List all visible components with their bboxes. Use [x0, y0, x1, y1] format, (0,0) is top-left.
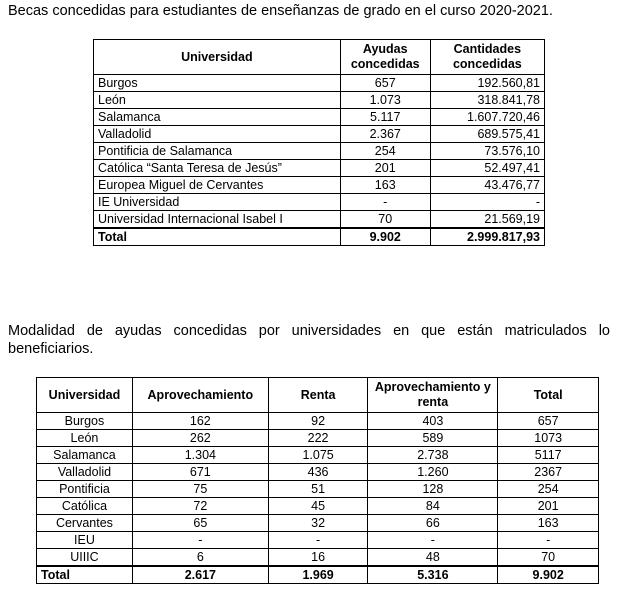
table-cell: 21.569,19	[430, 211, 544, 229]
caption-modalidad: Modalidad de ayudas concedidas por universidades en que están matriculados lo beneficiarios.	[8, 323, 610, 357]
table-cell: Pontificia	[37, 481, 133, 498]
total-cell: Total	[37, 566, 133, 584]
table-row	[37, 532, 599, 549]
table-cell: 5.117	[340, 109, 430, 126]
table-cell: 254	[340, 143, 430, 160]
total-cell: 9.902	[498, 566, 599, 584]
table-cell: 2.367	[340, 126, 430, 143]
table-cell: 162	[132, 413, 268, 430]
header-renta: Renta	[268, 378, 368, 413]
table-cell: 318.841,78	[430, 92, 544, 109]
table-row	[37, 413, 599, 430]
table-cell: 1.075	[268, 447, 368, 464]
table-row	[94, 109, 545, 126]
table-cell: 75	[132, 481, 268, 498]
table-cell: 2.738	[368, 447, 498, 464]
table-cell: -	[132, 532, 268, 549]
table-cell: UIIIC	[37, 549, 133, 567]
table-cell: 163	[498, 515, 599, 532]
table-cell: -	[340, 194, 430, 211]
table-cell: Burgos	[37, 413, 133, 430]
table-cell: IE Universidad	[94, 194, 341, 211]
table-cell: 65	[132, 515, 268, 532]
table-cell: León	[94, 92, 341, 109]
table-cell: 262	[132, 430, 268, 447]
table-cell: 52.497,41	[430, 160, 544, 177]
table-row	[94, 126, 545, 143]
table-cell: Valladolid	[94, 126, 341, 143]
table-cell: 72	[132, 498, 268, 515]
table-row	[94, 143, 545, 160]
table-cell: 1073	[498, 430, 599, 447]
header-cantidades: Cantidades concedidas	[430, 40, 544, 75]
table-cell: -	[368, 532, 498, 549]
table-row	[94, 75, 545, 92]
table-cell: Europea Miguel de Cervantes	[94, 177, 341, 194]
table-row	[94, 194, 545, 211]
total-cell: Total	[94, 228, 341, 246]
table-cell: 128	[368, 481, 498, 498]
table-header-row	[37, 378, 599, 413]
table-cell: Católica “Santa Teresa de Jesús”	[94, 160, 341, 177]
table-cell: 436	[268, 464, 368, 481]
total-cell: 5.316	[368, 566, 498, 584]
table-cell: Cervantes	[37, 515, 133, 532]
header-universidad: Universidad	[37, 378, 133, 413]
total-cell: 2.617	[132, 566, 268, 584]
table-cell: Pontificia de Salamanca	[94, 143, 341, 160]
table-cell: 66	[368, 515, 498, 532]
table-cell: Salamanca	[94, 109, 341, 126]
table-cell: Burgos	[94, 75, 341, 92]
table-cell: 70	[340, 211, 430, 229]
table-row	[37, 447, 599, 464]
table-row	[37, 515, 599, 532]
table-cell: 73.576,10	[430, 143, 544, 160]
table-cell: 16	[268, 549, 368, 567]
table-cell: 1.607.720,46	[430, 109, 544, 126]
table-cell: 1.304	[132, 447, 268, 464]
table-cell: IEU	[37, 532, 133, 549]
table-row	[37, 464, 599, 481]
table-row	[37, 549, 599, 567]
table-cell: 657	[498, 413, 599, 430]
caption-becas: Becas concedidas para estudiantes de enseñanzas de grado en el curso 2020-2021.	[8, 3, 553, 19]
becas-table	[93, 39, 545, 246]
table-cell: 45	[268, 498, 368, 515]
table-cell: 1.073	[340, 92, 430, 109]
header-aprovechamiento-renta: Aprovechamiento y renta	[368, 378, 498, 413]
table-cell: 201	[340, 160, 430, 177]
table-cell: 201	[498, 498, 599, 515]
table-header-row	[94, 40, 545, 75]
table-cell: 657	[340, 75, 430, 92]
table-cell: 51	[268, 481, 368, 498]
table-cell: 84	[368, 498, 498, 515]
table-cell: -	[498, 532, 599, 549]
table-cell: -	[430, 194, 544, 211]
table-cell: 689.575,41	[430, 126, 544, 143]
table-cell: Universidad Internacional Isabel I	[94, 211, 341, 229]
table-row	[94, 92, 545, 109]
table-cell: 32	[268, 515, 368, 532]
total-cell: 9.902	[340, 228, 430, 246]
table-cell: 92	[268, 413, 368, 430]
table-row	[94, 160, 545, 177]
total-row	[37, 566, 599, 584]
table-row	[94, 211, 545, 229]
table-cell: Valladolid	[37, 464, 133, 481]
table-cell: 48	[368, 549, 498, 567]
table-cell: 403	[368, 413, 498, 430]
table-row	[94, 177, 545, 194]
table-cell: -	[268, 532, 368, 549]
total-row	[94, 228, 545, 246]
table-cell: 589	[368, 430, 498, 447]
table-row	[37, 481, 599, 498]
header-aprovechamiento: Aprovechamiento	[132, 378, 268, 413]
table-row	[37, 498, 599, 515]
table-cell: Salamanca	[37, 447, 133, 464]
table-row	[37, 430, 599, 447]
table-cell: 254	[498, 481, 599, 498]
table-cell: 43.476,77	[430, 177, 544, 194]
table-cell: 163	[340, 177, 430, 194]
modalidad-table	[36, 377, 599, 584]
total-cell: 2.999.817,93	[430, 228, 544, 246]
table-cell: 5117	[498, 447, 599, 464]
table-cell: 222	[268, 430, 368, 447]
table-cell: 192.560,81	[430, 75, 544, 92]
table-cell: 6	[132, 549, 268, 567]
table-cell: 70	[498, 549, 599, 567]
table-cell: 671	[132, 464, 268, 481]
table-cell: León	[37, 430, 133, 447]
table-cell: Católica	[37, 498, 133, 515]
table-cell: 1.260	[368, 464, 498, 481]
header-total: Total	[498, 378, 599, 413]
header-ayudas: Ayudas concedidas	[340, 40, 430, 75]
total-cell: 1.969	[268, 566, 368, 584]
header-universidad: Universidad	[94, 40, 341, 75]
table-cell: 2367	[498, 464, 599, 481]
